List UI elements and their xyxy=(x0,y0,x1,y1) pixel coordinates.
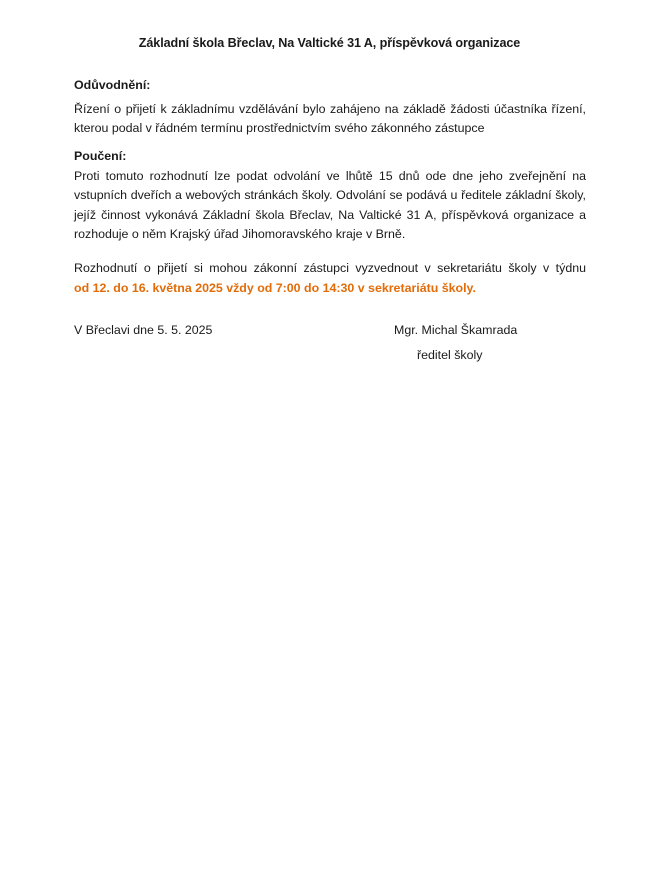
justification-heading: Odůvodnění: xyxy=(74,78,151,92)
instruction-heading: Poučení: xyxy=(74,149,127,163)
instruction-text: Proti tomuto rozhodnutí lze podat odvolání ve lhůtě 15 dnů ode dne jeho zveřejnění na vstupních dveřích a webových stránkách školy. Odvolání se podává u ředitele základní školy, jejíž činnost vykonává Základní škola Břeclav, Na Valtické 31 A, příspěvková organizace a rozhoduje o něm Krajský úřad Jihomoravského kraje v Brně. xyxy=(74,168,586,241)
instruction-section xyxy=(74,147,586,245)
pickup-text: Rozhodnutí o přijetí si mohou zákonní zástupci vyzvednout v sekretariátu školy v týdnu xyxy=(74,261,586,275)
place-date: V Břeclavi dne 5. 5. 2025 xyxy=(74,323,213,337)
signatory-name: Mgr. Michal Škamrada xyxy=(394,323,518,337)
pickup-section xyxy=(74,259,586,298)
document-title: Základní škola Břeclav, Na Valtické 31 A, příspěvková organizace xyxy=(138,36,521,50)
pickup-highlight: od 12. do 16. května 2025 vždy od 7:00 do 14:30 v sekretariátu školy. xyxy=(74,280,476,295)
justification-text: Řízení o přijetí k základnímu vzdělávání bylo zahájeno na základě žádosti účastníka řízení, kterou podal v řádném termínu prostřednictvím svého zákonného zástupce xyxy=(74,101,586,135)
signatory-role: ředitel školy xyxy=(417,348,483,362)
justification-section xyxy=(74,76,586,139)
